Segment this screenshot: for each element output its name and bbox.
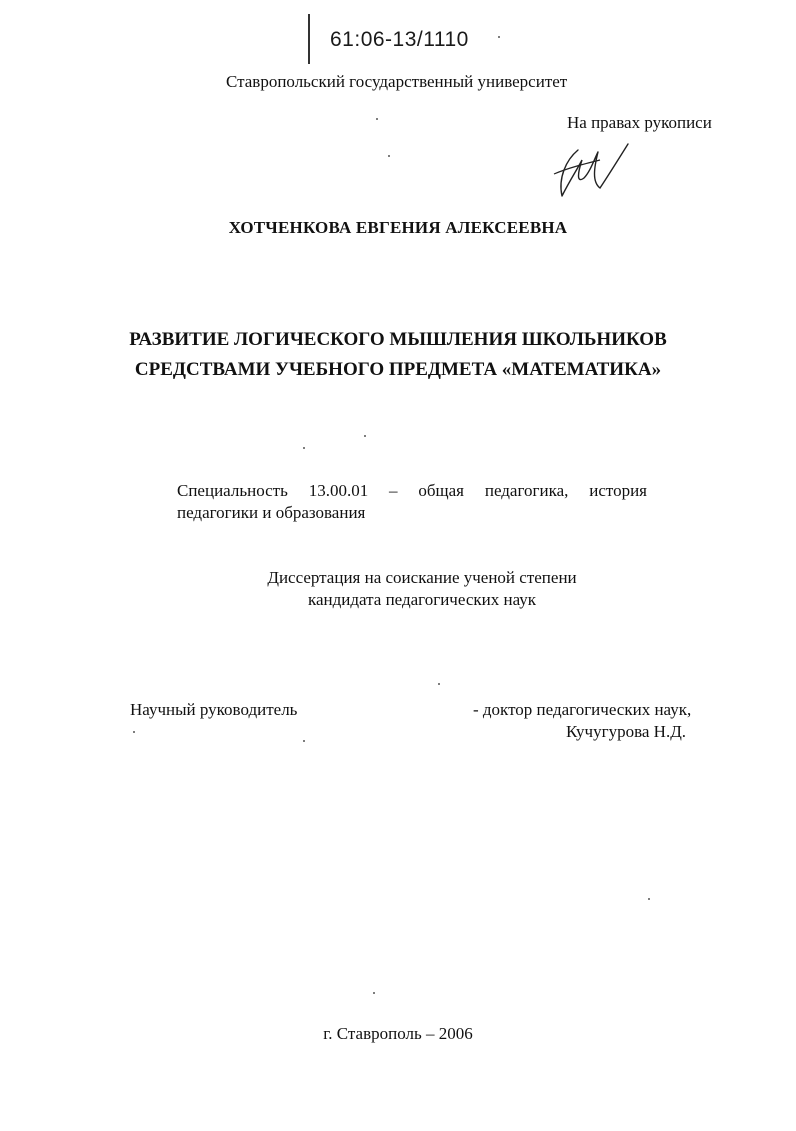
scan-speck	[648, 898, 650, 900]
specialty-code: 13.00.01	[308, 481, 369, 500]
manuscript-rights: На правах рукописи	[567, 113, 712, 132]
specialty-word-3: история	[589, 481, 647, 500]
dissertation-purpose	[242, 567, 602, 611]
scan-speck	[388, 155, 390, 157]
scan-speck	[364, 435, 366, 437]
author-name: ХОТЧЕНКОВА ЕВГЕНИЯ АЛЕКСЕЕВНА	[228, 218, 568, 237]
specialty-line-2: педагогики и образования	[177, 503, 366, 522]
specialty-block	[177, 480, 647, 524]
specialty-word-1: общая	[418, 481, 464, 500]
title-line-2: СРЕДСТВАМИ УЧЕБНОГО ПРЕДМЕТА «МАТЕМАТИКА»	[134, 359, 662, 380]
scan-speck	[303, 447, 305, 449]
dissertation-title	[0, 325, 796, 385]
dissertation-line-1: Диссертация на соискание ученой степени	[267, 568, 577, 587]
dissertation-line-2: кандидата педагогических наук	[307, 590, 537, 609]
scan-speck	[498, 36, 500, 38]
archive-stamp-code: 61:06-13/1110	[330, 28, 469, 51]
specialty-dash: –	[389, 481, 398, 500]
title-line-1: РАЗВИТИЕ ЛОГИЧЕСКОГО МЫШЛЕНИЯ ШКОЛЬНИКОВ	[129, 329, 667, 350]
advisor-name: Кучугурова Н.Д.	[566, 722, 687, 741]
scan-speck	[303, 740, 305, 742]
scan-speck	[373, 992, 375, 994]
scan-speck	[438, 683, 440, 685]
advisor-degree: - доктор педагогических наук,	[473, 700, 692, 719]
specialty-line-1	[177, 480, 647, 502]
specialty-word-2: педагогика,	[484, 481, 569, 500]
university-name: Ставропольский государственный университет	[226, 72, 568, 91]
advisor-label: Научный руководитель	[130, 700, 298, 719]
scan-speck	[376, 118, 378, 120]
scan-speck	[133, 731, 135, 733]
handwritten-signature	[548, 138, 638, 208]
city-year: г. Ставрополь – 2006	[323, 1024, 473, 1043]
specialty-label: Специальность	[177, 481, 288, 500]
